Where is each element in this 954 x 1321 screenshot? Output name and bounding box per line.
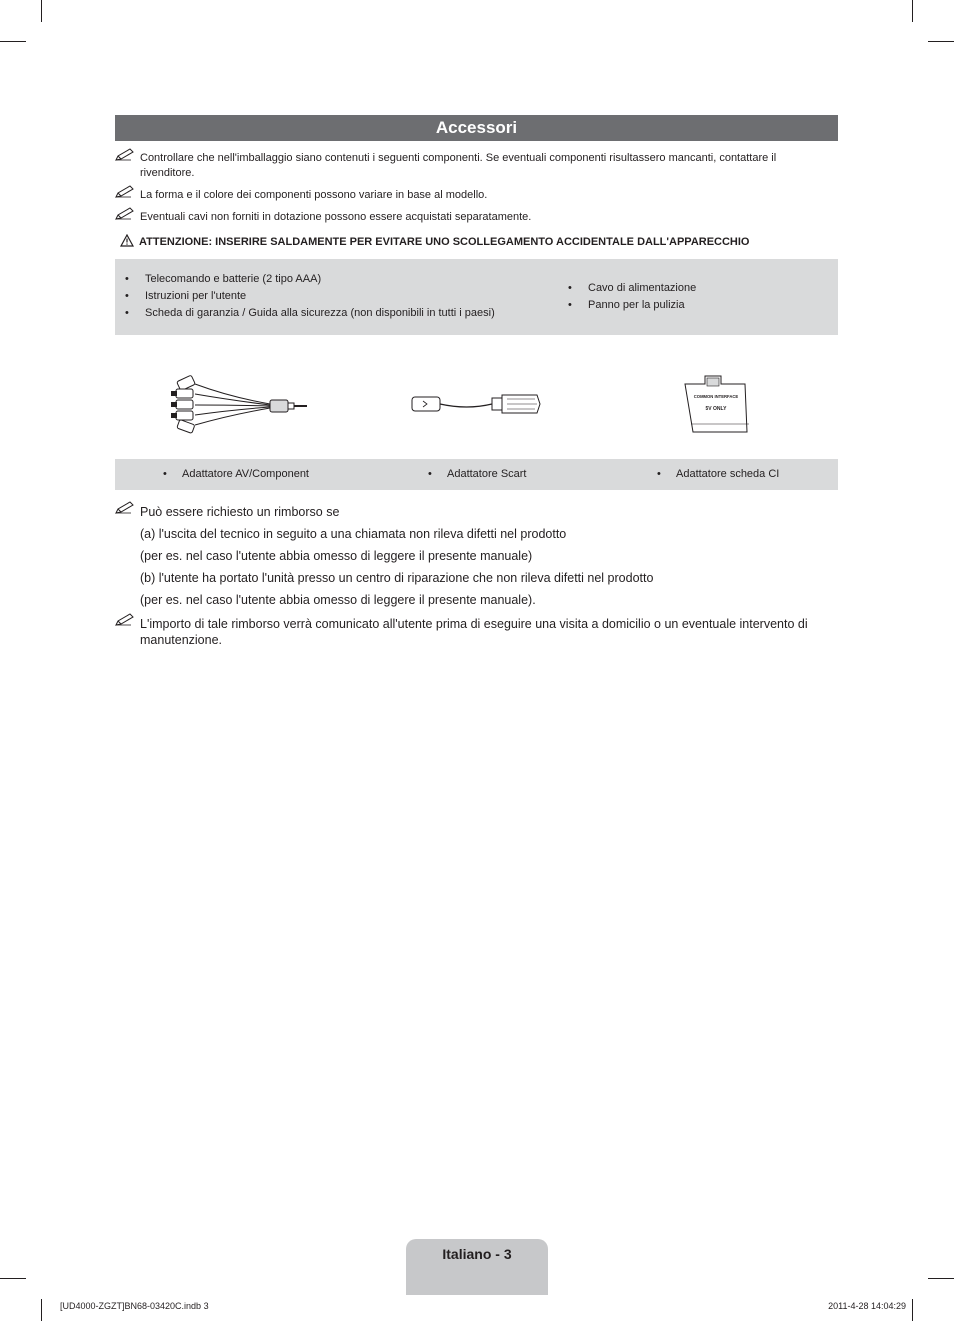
adapter-label: • Adattatore scheda CI bbox=[676, 467, 779, 482]
pencil-note-icon bbox=[115, 613, 135, 627]
ci-card-label: 5V ONLY bbox=[705, 406, 727, 412]
refund-final: L'importo di tale rimborso verrà comunicato all'utente prima di eseguire una visita a domicilio o un eventuale intervento di manutenzione. bbox=[140, 617, 808, 647]
av-component-adapter-image bbox=[170, 372, 310, 437]
refund-line: (per es. nel caso l'utente abbia omesso di leggere il presente manuale) bbox=[140, 549, 533, 563]
refund-intro: Può essere richiesto un rimborso se bbox=[140, 505, 340, 519]
list-item: • Panno per la pulizia bbox=[568, 297, 696, 314]
crop-mark bbox=[928, 1278, 954, 1279]
ci-card-adapter-image bbox=[677, 372, 757, 434]
note-1 bbox=[115, 151, 820, 181]
crop-mark bbox=[912, 1299, 913, 1321]
list-item: • Cavo di alimentazione bbox=[568, 280, 696, 297]
section-title: Accessori bbox=[115, 115, 838, 141]
pencil-note-icon bbox=[115, 148, 135, 162]
components-list-left bbox=[125, 271, 495, 322]
crop-mark bbox=[0, 41, 26, 42]
ci-card-label: COMMON INTERFACE bbox=[693, 394, 739, 399]
pencil-note-icon bbox=[115, 207, 135, 221]
pencil-note-icon bbox=[115, 185, 135, 199]
print-file-info: [UD4000-ZGZT]BN68-03420C.indb 3 bbox=[60, 1301, 209, 1311]
crop-mark bbox=[928, 41, 954, 42]
adapter-label: • Adattatore AV/Component bbox=[182, 467, 309, 482]
note-text: Controllare che nell'imballaggio siano contenuti i seguenti componenti. Se eventuali componenti risultassero mancanti, contattare il rivenditore. bbox=[140, 152, 777, 179]
components-box bbox=[115, 259, 838, 335]
page-number: Italiano - 3 bbox=[442, 1246, 512, 1262]
crop-mark bbox=[41, 0, 42, 22]
adapter-images bbox=[115, 352, 838, 452]
list-item: • Telecomando e batterie (2 tipo AAA) bbox=[125, 271, 495, 288]
refund-line: (per es. nel caso l'utente abbia omesso di leggere il presente manuale). bbox=[140, 593, 536, 607]
list-item: • Istruzioni per l'utente bbox=[125, 288, 495, 305]
crop-mark bbox=[41, 1299, 42, 1321]
crop-mark bbox=[912, 0, 913, 22]
note-text: Eventuali cavi non forniti in dotazione possono essere acquistati separatamente. bbox=[140, 211, 532, 223]
warning-line bbox=[120, 234, 749, 249]
warning-text: ATTENZIONE: INSERIRE SALDAMENTE PER EVITARE UNO SCOLLEGAMENTO ACCIDENTALE DALL'APPARECCHIO bbox=[139, 236, 750, 248]
refund-line: (b) l'utente ha portato l'unità presso un centro di riparazione che non rileva difetti nel prodotto bbox=[140, 571, 654, 585]
pencil-note-icon bbox=[115, 501, 135, 515]
note-2 bbox=[115, 188, 820, 203]
note-3 bbox=[115, 210, 820, 225]
scart-adapter-image bbox=[407, 390, 547, 420]
adapter-label: • Adattatore Scart bbox=[447, 467, 527, 482]
note-text: La forma e il colore dei componenti possono variare in base al modello. bbox=[140, 189, 488, 201]
components-list-right bbox=[568, 280, 696, 314]
refund-line: (a) l'uscita del tecnico in seguito a una chiamata non rileva difetti nel prodotto bbox=[140, 527, 567, 541]
print-datetime: 2011-4-28 14:04:29 bbox=[828, 1301, 906, 1311]
list-item: • Scheda di garanzia / Guida alla sicurezza (non disponibili in tutti i paesi) bbox=[125, 305, 495, 322]
page-number-tab bbox=[406, 1239, 548, 1295]
crop-mark bbox=[0, 1278, 26, 1279]
adapter-labels-bar bbox=[115, 459, 838, 490]
warning-triangle-icon bbox=[120, 234, 134, 247]
